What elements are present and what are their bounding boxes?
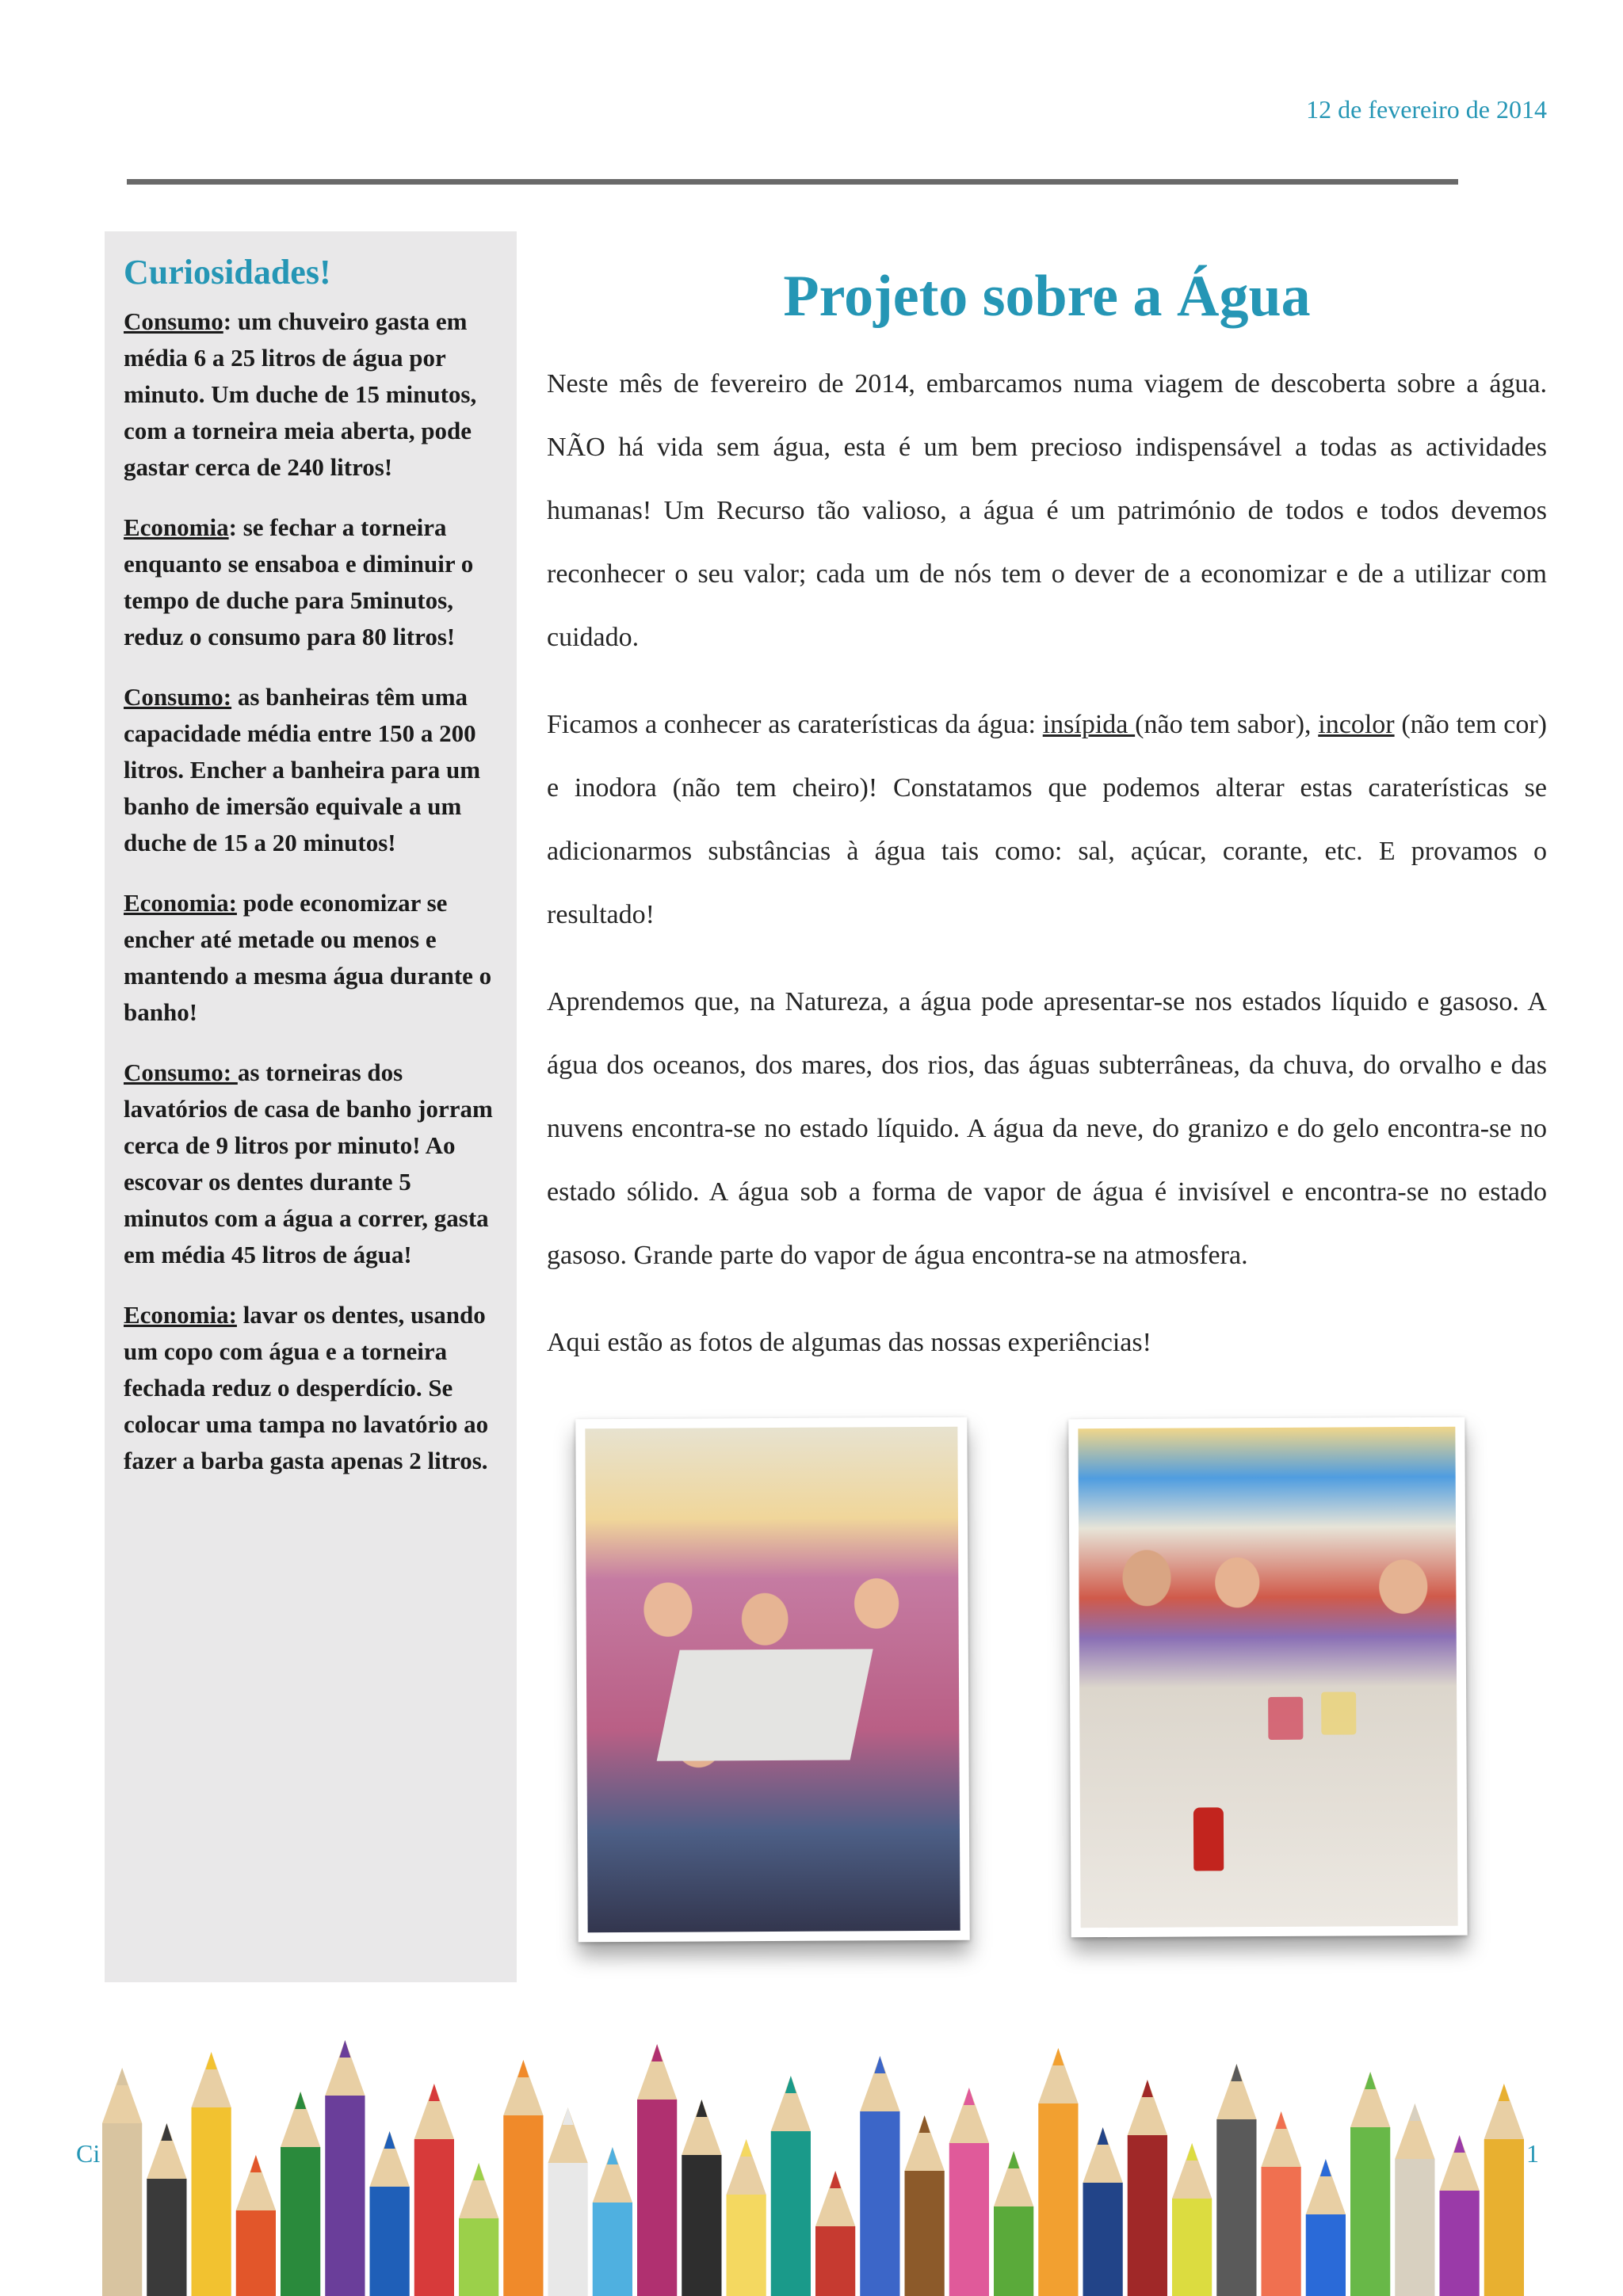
pencil [1128, 2080, 1167, 2296]
header-divider [127, 179, 1458, 185]
pencil [727, 2139, 766, 2296]
pencil [503, 2060, 543, 2296]
photo-water-experiment [1068, 1417, 1467, 1938]
incolor-term: incolor [1318, 710, 1395, 739]
glass-yellow-shape [1321, 1691, 1356, 1734]
curiosities-sidebar [105, 231, 517, 1982]
pencil [1306, 2159, 1346, 2296]
footer-left-text: Ci [76, 2139, 101, 2168]
fact-text: lavar os dentes, usando um copo com água e a torneira fechada reduz o desperdício. Se colocar uma tampa no lavatório ao fazer a barba gasta apenas 2 litros. [124, 1301, 489, 1474]
pencil [414, 2084, 454, 2296]
pencil [459, 2163, 498, 2296]
fact-label: Economia: [124, 1301, 237, 1329]
pencil [1262, 2111, 1301, 2296]
pencil [147, 2123, 186, 2296]
pencil [1484, 2084, 1524, 2296]
article-paragraph-1: Neste mês de fevereiro de 2014, embarcamos numa viagem de descoberta sobre a água. NÃO há vida sem água, esta é um bem precioso indispensável a todas as actividades humanas! Um Recurso tão valioso, a água é um património de todos e todos devemos reconhecer o seu valor; cada um de nós tem o dever de a economizar e de a utilizar com cuidado. [547, 369, 1547, 652]
colored-pencils-banner [100, 2036, 1526, 2296]
pencil [1172, 2143, 1212, 2296]
pencil [771, 2076, 811, 2296]
article-title: Projeto sobre a Água [783, 264, 1311, 329]
pencil [994, 2151, 1033, 2296]
glass-red-shape [1268, 1697, 1303, 1740]
fact-label: Economia [124, 513, 229, 541]
sidebar-fact [124, 885, 499, 1031]
p2-text-b: (não tem sabor), [1135, 710, 1319, 739]
pencil [682, 2100, 721, 2296]
photo-image [585, 1427, 960, 1932]
sidebar-fact [124, 303, 499, 486]
pencil [192, 2052, 231, 2296]
colorant-bottle-shape [1193, 1807, 1224, 1871]
pencil [236, 2155, 276, 2296]
sidebar-fact [124, 1297, 499, 1479]
page-number: 1 [1526, 2139, 1539, 2168]
photo-children-table [575, 1417, 969, 1943]
fact-label: Consumo: [124, 1058, 238, 1086]
fact-text: as torneiras dos lavatórios de casa de banho jorram cerca de 9 litros por minuto! Ao escovar os dentes durante 5 minutos com a água a correr, gasta em média 45 litros de água! [124, 1058, 493, 1268]
pencil [1440, 2135, 1480, 2296]
issue-date: 12 de fevereiro de 2014 [1306, 95, 1547, 124]
sidebar-fact [124, 1055, 499, 1273]
pencil [815, 2171, 855, 2296]
pencil [1350, 2072, 1390, 2296]
pencil [905, 2115, 945, 2296]
pencil [593, 2147, 632, 2296]
fact-text: : um chuveiro gasta em média 6 a 25 litros de água por minuto. Um duche de 15 minutos, com a torneira meia aberta, pode gastar cerca de 240 litros! [124, 307, 477, 481]
fact-text: as banheiras têm uma capacidade média entre 150 a 200 litros. Encher a banheira para um banho de imersão equivale a um duche de 15 a 20 minutos! [124, 683, 481, 856]
sidebar-fact [124, 679, 499, 861]
pencil [548, 2107, 588, 2296]
p2-text-c: (não tem cor) e inodora (não tem cheiro)! Constatamos que podemos alterar estas caraterísticas se adicionarmos substâncias à água tais como: sal, açúcar, corante, etc. E provamos o resultado! [547, 710, 1547, 929]
photo-image [1078, 1427, 1457, 1928]
pencil [1038, 2048, 1078, 2296]
article [547, 254, 1547, 1398]
pencil [102, 2068, 142, 2296]
pencil [949, 2088, 989, 2296]
fact-label: Economia: [124, 889, 237, 917]
fact-label: Consumo [124, 307, 223, 335]
pencil [1083, 2127, 1123, 2296]
sidebar-fact [124, 509, 499, 655]
photo-table-shape [657, 1649, 873, 1760]
pencil [370, 2131, 410, 2296]
sidebar-title: Curiosidades! [124, 253, 331, 292]
pencil [325, 2040, 365, 2296]
fact-label: Consumo: [124, 683, 232, 711]
pencil [1216, 2064, 1256, 2296]
pencil [1395, 2103, 1434, 2296]
pencil [637, 2044, 677, 2296]
pencil [860, 2056, 899, 2296]
fact-text: pode economizar se encher até metade ou menos e mantendo a mesma água durante o banho! [124, 889, 492, 1026]
insipida-term: insípida [1042, 710, 1136, 739]
pencil [281, 2092, 320, 2296]
fact-text: : se fechar a torneira enquanto se ensaboa e diminuir o tempo de duche para 5minutos, reduz o consumo para 80 litros! [124, 513, 474, 650]
p2-text-a: Ficamos a conhecer as caraterísticas da água: [547, 710, 1043, 739]
article-paragraph-3: Aprendemos que, na Natureza, a água pode apresentar-se nos estados líquido e gasoso. A água dos oceanos, dos mares, dos rios, das águas subterrâneas, da chuva, do orvalho e das nuvens encontra-se no estado líquido. A água da neve, do granizo e do gelo encontra-se no estado sólido. A água sob a forma de vapor de água é invisível e encontra-se no estado gasoso. Grande parte do vapor de água encontra-se na atmosfera. [547, 987, 1547, 1270]
article-paragraph-2 [547, 693, 1547, 947]
article-paragraph-4: Aqui estão as fotos de algumas das nossas experiências! [547, 1328, 1151, 1357]
